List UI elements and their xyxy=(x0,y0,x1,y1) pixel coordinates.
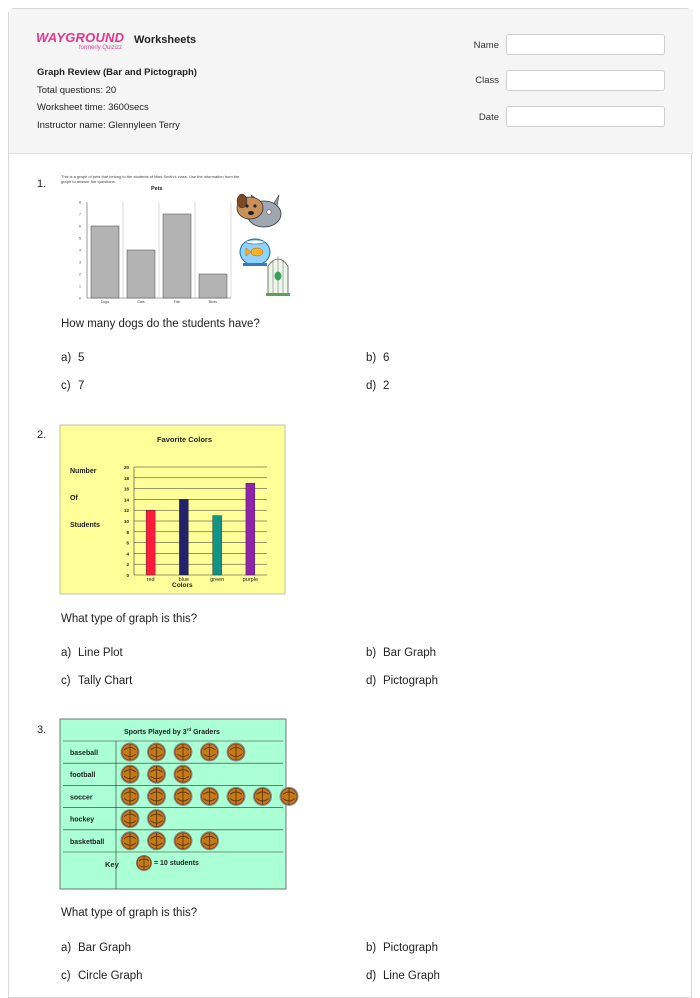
ball-icon xyxy=(174,765,193,784)
brand-subtitle: formerly Quizizz xyxy=(79,45,123,51)
option-letter: b) xyxy=(366,647,377,659)
ball-icon xyxy=(121,765,140,784)
chart-3-key-value: = 10 students xyxy=(154,860,199,867)
q1-option-d[interactable] xyxy=(366,380,389,392)
x-tick-label: Dogs xyxy=(100,300,110,304)
x-tick-label: Birds xyxy=(209,300,217,304)
question-1-text: How many dogs do the students have? xyxy=(61,318,260,330)
ball-icon xyxy=(121,787,140,806)
y-tick-label: 8 xyxy=(79,200,81,205)
chart-1-title: Pets xyxy=(151,186,163,192)
chart-2-ylabel-line-3: Students xyxy=(70,522,100,529)
row-label: football xyxy=(70,772,96,780)
option-text: Circle Graph xyxy=(78,970,143,982)
y-tick-label: 2 xyxy=(79,272,81,277)
option-text: Tally Chart xyxy=(78,675,133,687)
brand-logo xyxy=(36,29,125,51)
x-tick-label: blue xyxy=(178,577,190,583)
y-tick-label: 4 xyxy=(126,551,129,557)
question-2-number: 2. xyxy=(37,429,47,441)
y-tick-label: 7 xyxy=(79,212,81,217)
chart-2-xlabel: Colors xyxy=(172,582,193,589)
y-tick-label: 6 xyxy=(79,224,81,229)
y-tick-label: 16 xyxy=(123,486,129,492)
ball-icon xyxy=(147,831,166,850)
row-label: basketball xyxy=(70,838,105,846)
worksheet xyxy=(8,8,692,998)
pets-bar-chart xyxy=(59,172,294,304)
date-label: Date xyxy=(478,112,499,123)
sports-pictograph xyxy=(60,719,286,889)
bar-green xyxy=(213,516,222,575)
birdcage-cartoon xyxy=(266,256,290,296)
x-tick-label: red xyxy=(146,577,155,583)
date-field[interactable] xyxy=(506,106,665,127)
ball-icon xyxy=(147,743,166,762)
chart-2-ylabel-line-1: Number xyxy=(70,468,97,475)
row-label: soccer xyxy=(70,794,93,802)
row-label: baseball xyxy=(70,750,99,757)
worksheet-title: Graph Review (Bar and Pictograph) xyxy=(37,67,197,78)
option-letter: a) xyxy=(61,942,72,954)
bar-cats xyxy=(127,250,155,298)
ball-icon xyxy=(200,743,219,762)
option-letter: c) xyxy=(61,675,71,687)
q2-option-b[interactable] xyxy=(366,647,436,659)
bar-blue xyxy=(179,499,188,575)
option-letter: a) xyxy=(61,352,72,364)
option-text: 7 xyxy=(78,380,85,392)
q1-option-a[interactable] xyxy=(61,352,84,364)
q2-option-a[interactable] xyxy=(61,647,123,659)
y-tick-label: 4 xyxy=(79,248,81,253)
q3-option-c[interactable] xyxy=(61,970,143,982)
worksheets-label: Worksheets xyxy=(134,34,197,46)
y-tick-label: 12 xyxy=(123,508,129,514)
class-field[interactable] xyxy=(506,70,665,91)
chart-1-intro-line-1: This is a graph of pets that belong to the students of Miss Smith's class. Use the information from the xyxy=(61,174,240,179)
option-letter: c) xyxy=(61,970,71,982)
bar-fish xyxy=(163,214,191,298)
worksheet-time: Worksheet time: 3600secs xyxy=(37,102,149,113)
q2-option-d[interactable] xyxy=(366,675,438,687)
x-tick-label: green xyxy=(210,577,225,583)
option-text: Pictograph xyxy=(383,942,438,954)
question-2-text: What type of graph is this? xyxy=(61,613,198,625)
ball-icon xyxy=(253,787,272,806)
chart-2-ylabel-line-2: Of xyxy=(70,495,78,502)
ball-icon xyxy=(200,787,219,806)
y-tick-label: 6 xyxy=(126,540,129,546)
y-tick-label: 1 xyxy=(79,284,81,289)
question-3-text: What type of graph is this? xyxy=(61,907,198,919)
brand-name: WAYGROUND xyxy=(36,30,125,45)
name-label: Name xyxy=(473,40,499,51)
instructor-name: Instructor name: Glennyleen Terry xyxy=(37,120,180,131)
ball-icon xyxy=(200,831,219,850)
bar-dogs xyxy=(91,226,119,298)
ball-icon xyxy=(227,743,246,762)
ball-icon xyxy=(121,831,140,850)
q3-option-d[interactable] xyxy=(366,970,440,982)
bar-red xyxy=(146,510,155,575)
x-tick-label: purple xyxy=(242,577,259,583)
ball-icon xyxy=(121,809,140,828)
bar-birds xyxy=(199,274,227,298)
x-tick-label: Fish xyxy=(173,300,181,304)
chart-2-title: Favorite Colors xyxy=(157,435,213,444)
ball-icon xyxy=(174,743,193,762)
ball-icon xyxy=(174,787,193,806)
ball-icon xyxy=(147,809,166,828)
total-questions: Total questions: 20 xyxy=(37,85,117,96)
chart-1-intro-line-2: graph to answer the questions. xyxy=(61,179,116,184)
ball-icon xyxy=(147,765,166,784)
worksheet-header xyxy=(9,9,693,154)
option-text: Line Graph xyxy=(383,970,440,982)
option-text: Line Plot xyxy=(78,647,123,659)
ball-icon xyxy=(280,787,299,806)
q3-option-b[interactable] xyxy=(366,942,438,954)
row-label: hockey xyxy=(70,816,95,824)
y-tick-label: 3 xyxy=(79,260,81,265)
option-text: 6 xyxy=(383,352,390,364)
option-letter: b) xyxy=(366,352,377,364)
q3-option-a[interactable] xyxy=(61,942,131,954)
option-letter: b) xyxy=(366,942,377,954)
chart-3-key-label: Key xyxy=(105,860,119,869)
q2-option-c[interactable] xyxy=(61,675,132,687)
option-text: Bar Graph xyxy=(383,647,437,659)
favorite-colors-bar-chart xyxy=(60,425,285,594)
y-tick-label: 5 xyxy=(79,236,81,241)
q1-option-b[interactable] xyxy=(366,352,389,364)
ball-icon xyxy=(227,787,246,806)
fishbowl-cartoon xyxy=(240,239,270,266)
option-text: Pictograph xyxy=(383,675,438,687)
question-3-number: 3. xyxy=(37,724,47,736)
name-field[interactable] xyxy=(506,34,665,55)
y-tick-label: 2 xyxy=(126,562,129,568)
option-text: Bar Graph xyxy=(78,942,132,954)
y-tick-label: 0 xyxy=(79,296,81,301)
ball-icon xyxy=(147,787,166,806)
dog-cat-cartoon xyxy=(237,194,281,227)
option-text: 2 xyxy=(383,380,390,392)
y-tick-label: 20 xyxy=(123,465,129,470)
x-tick-label: Cats xyxy=(137,300,145,304)
ball-icon xyxy=(121,743,140,762)
question-1-number: 1. xyxy=(37,178,47,190)
q1-option-c[interactable] xyxy=(61,380,84,392)
chart-3-title: Sports Played by 3rd Graders xyxy=(124,727,220,736)
y-tick-label: 8 xyxy=(126,529,129,535)
option-letter: d) xyxy=(366,675,377,687)
y-tick-label: 10 xyxy=(123,519,129,524)
class-label: Class xyxy=(475,75,499,86)
y-tick-label: 0 xyxy=(126,573,129,578)
key-ball-icon xyxy=(136,855,152,871)
option-letter: d) xyxy=(366,970,377,982)
option-text: 5 xyxy=(78,352,85,364)
bar-purple xyxy=(246,483,255,575)
ball-icon xyxy=(174,831,193,850)
option-letter: d) xyxy=(366,380,377,392)
option-letter: a) xyxy=(61,647,72,659)
option-letter: c) xyxy=(61,380,71,392)
y-tick-label: 18 xyxy=(123,475,129,481)
y-tick-label: 14 xyxy=(123,497,129,503)
